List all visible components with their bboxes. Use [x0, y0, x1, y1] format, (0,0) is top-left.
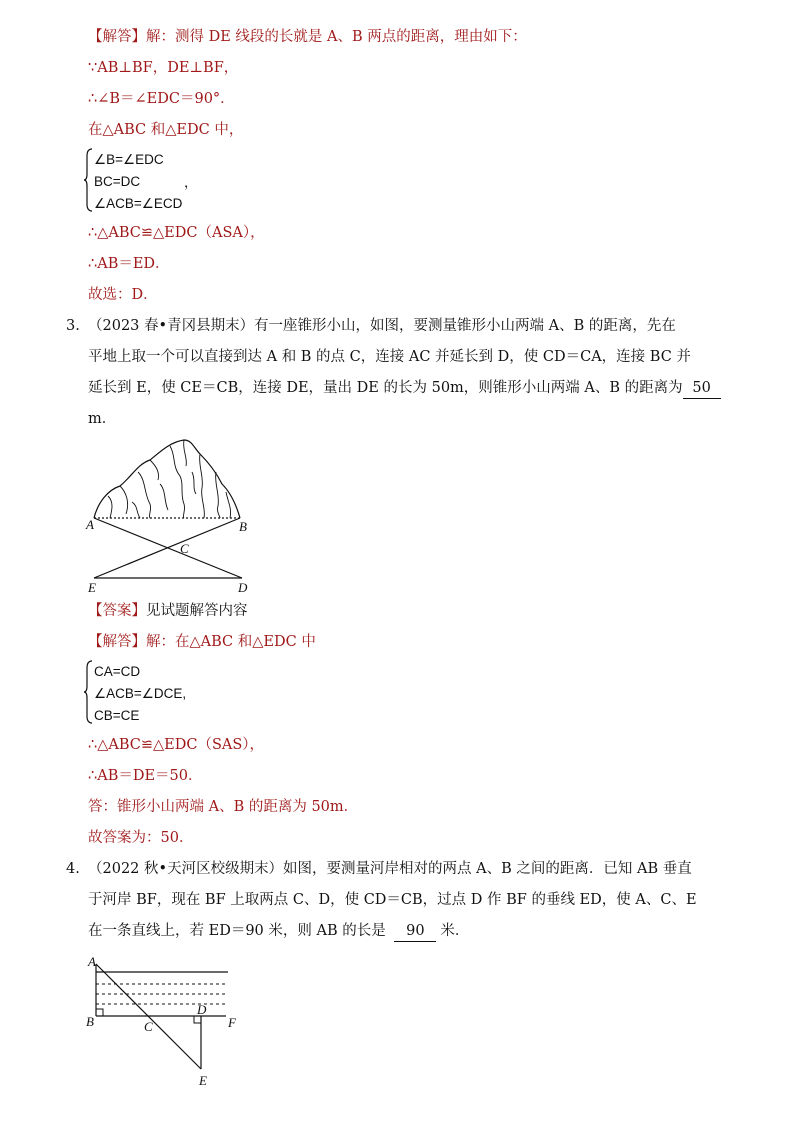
q4-label-F: F [228, 1015, 236, 1030]
q2-solution-line-5: ∴△ABC≌△EDC（ASA）， [88, 225, 265, 241]
q2-system-eq-3: ∠ACB=∠ECD [94, 196, 183, 211]
q2-solution-line-6: ∴AB＝ED． [88, 256, 170, 272]
q2-system-brace [84, 148, 94, 216]
q3-solution-line-4: 答：锥形小山两端 A、B 的距离为 50m． [88, 799, 359, 815]
q2-system-eq-2: BC=DC [94, 174, 141, 189]
q4-stem-line-2: 于河岸 BF，现在 BF 上取两点 C、D，使 CD＝CB，过点 D 作 BF 的垂线 ED，使 A、C、E [88, 892, 697, 908]
mountain-texture [108, 440, 231, 518]
q3-system-eq-3: CB=CE [94, 708, 140, 723]
q3-stem-line-2: 平地上取一个可以直接到达 A 和 B 的点 C，连接 AC 并延长到 D，使 CD＝CA，连接 BC 并 [88, 349, 691, 365]
q2-solution-line-4: 在△ABC 和△EDC 中， [88, 122, 244, 138]
q2-solution-text-1: 解：测得 DE 线段的长就是 A、B 两点的距离，理由如下： [146, 29, 527, 45]
q4-stem-line-3-text: 在一条直线上，若 ED＝90 米，则 AB 的长是 [88, 923, 386, 939]
q4-figure-svg [80, 948, 250, 1093]
q2-solution-line-7: 故选：D． [88, 287, 158, 303]
q3-stem-line-3 [88, 378, 721, 399]
q3-answer-blank: 50 [683, 378, 721, 399]
q3-answer-line [88, 601, 248, 621]
q3-label-B: B [239, 519, 247, 534]
q2-system-tail: ， [184, 175, 198, 190]
q3-solution-text-1: 解：在△ABC 和△EDC 中 [146, 634, 316, 650]
q3-solution-line-3: ∴AB＝DE＝50． [88, 768, 203, 784]
q4-number: 4. [66, 861, 80, 877]
q3-solution-line-5: 故答案为：50． [88, 830, 194, 846]
q2-solution-tag: 【解答】 [88, 29, 146, 45]
q3-label-D: D [238, 580, 248, 595]
q4-figure [80, 948, 250, 1097]
q3-stem-line-3-text: 延长到 E，使 CE＝CB，连接 DE，量出 DE 的长为 50m，则锥形小山两端 A、B 的距离为 [88, 380, 683, 396]
q3-stem-line-4: m． [88, 411, 117, 427]
q3-answer-tag: 【答案】 [88, 603, 146, 619]
q3-label-E: E [88, 580, 96, 595]
q3-system-eq-1: CA=CD [94, 664, 141, 679]
q4-stem-line-3 [88, 921, 469, 942]
q3-solution-line-2: ∴△ABC≌△EDC（SAS）， [88, 737, 265, 753]
q3-solution-tag: 【解答】 [88, 634, 146, 650]
q4-label-C: C [144, 1019, 153, 1034]
q4-label-E: E [199, 1073, 207, 1088]
q2-system-eq-1: ∠B=∠EDC [94, 152, 164, 167]
q4-stem-line-1: （2022 秋•天河区校级期末）如图，要测量河岸相对的两点 A、B 之间的距离．已知 AB 垂直 [88, 861, 692, 877]
q3-stem-line-1: （2023 春•青冈县期末）有一座锥形小山，如图，要测量锥形小山两端 A、B 的距离，先在 [88, 318, 676, 334]
q3-label-A: A [86, 517, 94, 532]
q4-label-A: A [88, 954, 96, 969]
q2-solution-line-2: ∵AB⊥BF，DE⊥BF， [88, 60, 239, 76]
q2-solution-line-1 [88, 27, 527, 47]
q2-solution-line-3: ∴∠B＝∠EDC＝90°． [88, 91, 235, 107]
q3-answer-text: 见试题解答内容 [146, 603, 248, 619]
q3-label-C: C [180, 541, 189, 556]
q3-figure-svg [80, 432, 280, 600]
q3-system-brace [84, 660, 94, 728]
q3-number: 3. [66, 318, 80, 334]
q4-label-D: D [197, 1002, 207, 1017]
q4-label-B: B [86, 1014, 94, 1029]
q3-figure [80, 432, 280, 604]
q4-stem-line-3-tail: 米． [440, 923, 470, 939]
q3-system-eq-2: ∠ACB=∠DCE, [94, 686, 187, 701]
q3-solution-line-1 [88, 632, 316, 652]
q4-answer-blank: 90 [394, 921, 436, 942]
